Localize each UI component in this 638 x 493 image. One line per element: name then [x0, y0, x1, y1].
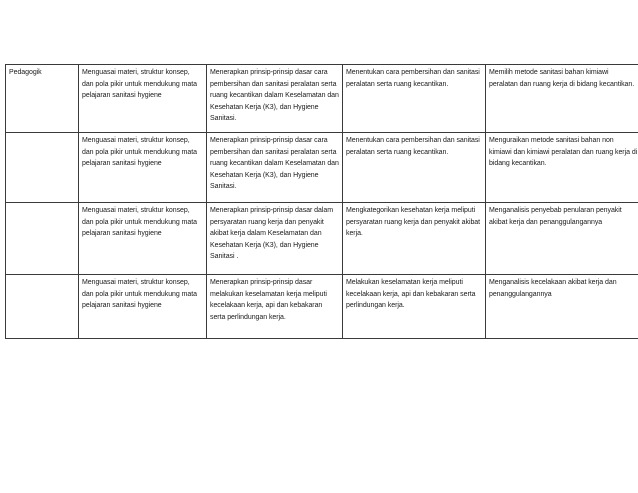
table-row	[6, 275, 638, 339]
core-competency-cell	[79, 203, 207, 275]
empty-cell	[6, 133, 79, 203]
objective-text: Menganalisis penyebab penularan penyakit akibat kerja dan penanggulangannya	[489, 207, 622, 226]
core-competency-text: Menguasai materi, struktur konsep, dan pola pikir untuk mendukung mata pelajaran sanitasi hygiene	[82, 69, 197, 100]
empty-cell	[6, 203, 79, 275]
indicator-text: Menentukan cara pembersihan dan sanitasi peralatan serta ruang kecantikan.	[346, 69, 480, 88]
core-competency-text: Menguasai materi, struktur konsep, dan pola pikir untuk mendukung mata pelajaran sanitasi hygiene	[82, 137, 197, 168]
indicator-text: Menentukan cara pembersihan dan sanitasi peralatan serta ruang kecantikan.	[346, 137, 480, 156]
objective-cell	[486, 65, 638, 133]
objective-cell	[486, 133, 638, 203]
basic-competency-text: Menerapkan prinsip-prinsip dasar melakukan keselamatan kerja meliputi kecelakaan kerja, api dan kebakaran serta perlindungan kerja.	[210, 279, 327, 321]
indicator-cell	[343, 203, 486, 275]
basic-competency-text: Menerapkan prinsip-prinsip dasar cara pembersihan dan sanitasi peralatan serta ruang kecantikan dalam Keselamatan dan Kesehatan Kerja (K3), dan Hygiene Sanitasi.	[210, 137, 339, 191]
core-competency-cell	[79, 133, 207, 203]
competency-category-label: Pedagogik	[9, 69, 42, 76]
indicator-cell	[343, 275, 486, 339]
indicator-cell	[343, 65, 486, 133]
empty-cell	[6, 275, 79, 339]
basic-competency-cell	[207, 275, 343, 339]
core-competency-text: Menguasai materi, struktur konsep, dan pola pikir untuk mendukung mata pelajaran sanitasi hygiene	[82, 279, 197, 310]
table-row	[6, 133, 638, 203]
indicator-text: Mengkategorikan kesehatan kerja meliputi persyaratan ruang kerja dan penyakit akibat kerja.	[346, 207, 481, 238]
objective-text: Menguraikan metode sanitasi bahan non kimiawi dan kimiawi peralatan dan ruang kerja di bidang kecantikan.	[489, 137, 638, 168]
competency-category-cell	[6, 65, 79, 133]
objective-text: Menganalisis kecelakaan akibat kerja dan penanggulangannya	[489, 279, 617, 298]
objective-cell	[486, 203, 638, 275]
basic-competency-cell	[207, 65, 343, 133]
table-row	[6, 203, 638, 275]
competency-table	[5, 64, 638, 339]
basic-competency-text: Menerapkan prinsip-prinsip dasar dalam persyaratan ruang kerja dan penyakit akibat kerja dalam Keselamatan dan Kesehatan Kerja (K3), dan Hygiene Sanitasi .	[210, 207, 333, 261]
basic-competency-cell	[207, 133, 343, 203]
basic-competency-cell	[207, 203, 343, 275]
objective-cell	[486, 275, 638, 339]
basic-competency-text: Menerapkan prinsip-prinsip dasar cara pembersihan dan sanitasi peralatan serta ruang kecantikan dalam Keselamatan dan Kesehatan Kerja (K3), dan Hygiene Sanitasi.	[210, 69, 339, 123]
table-row	[6, 65, 638, 133]
core-competency-cell	[79, 275, 207, 339]
indicator-cell	[343, 133, 486, 203]
indicator-text: Melakukan keselamatan kerja meliputi kecelakaan kerja, api dan kebakaran serta perlindungan kerja.	[346, 279, 476, 310]
core-competency-cell	[79, 65, 207, 133]
core-competency-text: Menguasai materi, struktur konsep, dan pola pikir untuk mendukung mata pelajaran sanitasi hygiene	[82, 207, 197, 238]
objective-text: Memilih metode sanitasi bahan kimiawi peralatan dan ruang kerja di bidang kecantikan.	[489, 69, 635, 88]
